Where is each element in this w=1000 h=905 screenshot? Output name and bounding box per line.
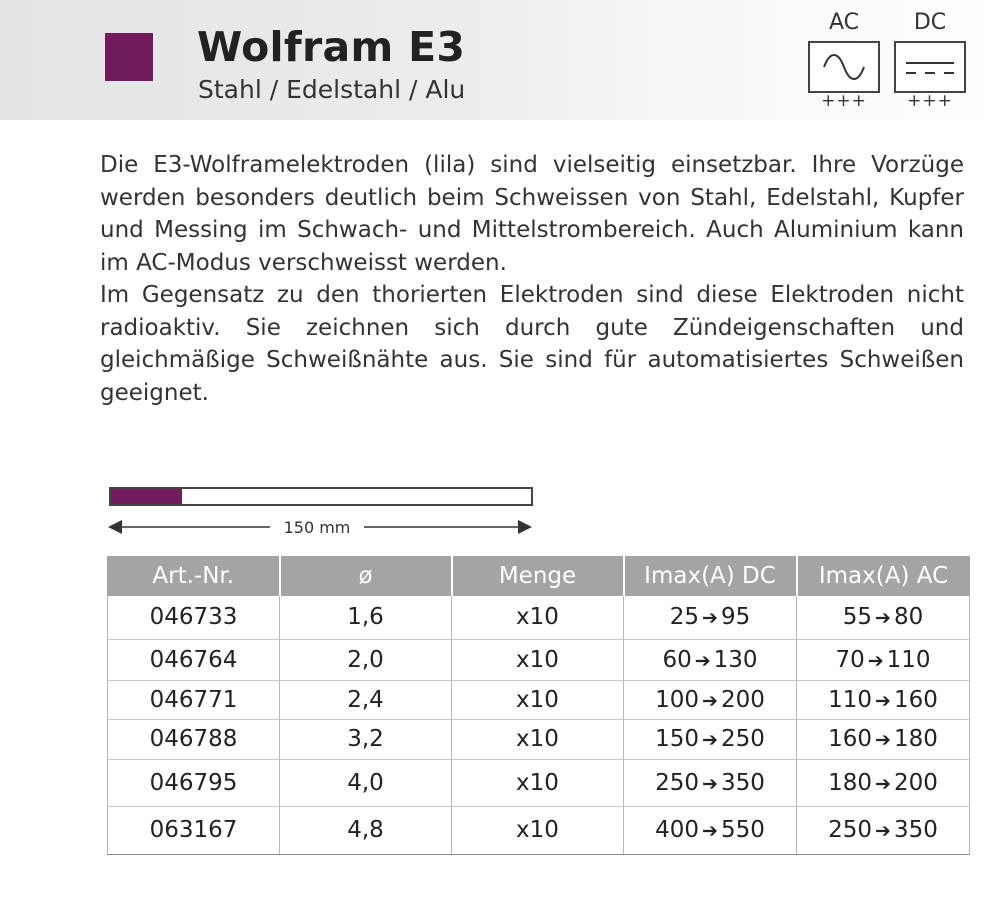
cell-art-nr: 046788 — [108, 719, 280, 759]
cell-imax-ac — [797, 680, 970, 719]
cell-art-nr: 046771 — [108, 680, 280, 719]
table-header-row — [108, 556, 970, 596]
cell-imax-dc — [624, 759, 797, 806]
arrow-right-icon: ➔ — [875, 820, 891, 842]
rod-length-label: 150 mm — [270, 516, 364, 540]
table-row — [108, 596, 970, 639]
dc-from: 150 — [655, 726, 700, 752]
arrow-right-icon: ➔ — [875, 772, 891, 795]
ac-rating: +++ — [821, 91, 867, 111]
table-row — [108, 759, 970, 806]
cell-menge: x10 — [452, 806, 624, 854]
arrow-right-icon: ➔ — [702, 689, 718, 712]
dc-to: 350 — [720, 769, 765, 796]
arrow-right-icon: ➔ — [875, 689, 891, 712]
ac-from: 160 — [828, 726, 873, 752]
column-header-art-nr: Art.-Nr. — [108, 556, 280, 596]
cell-menge: x10 — [452, 759, 624, 806]
ac-from: 110 — [828, 686, 873, 713]
electrode-color-swatch — [105, 33, 153, 81]
dc-from: 250 — [655, 769, 700, 796]
cell-imax-ac — [797, 806, 970, 854]
dc-from: 100 — [655, 686, 700, 713]
direct-current-icon — [894, 41, 966, 93]
dc-to: 130 — [713, 646, 758, 673]
cell-imax-ac — [797, 596, 970, 639]
arrow-right-icon: ➔ — [702, 729, 718, 751]
dc-from: 60 — [662, 646, 692, 673]
ac-current-indicator — [808, 10, 880, 111]
page-subtitle: Stahl / Edelstahl / Alu — [198, 75, 466, 104]
specification-table — [107, 556, 970, 855]
arrow-right-icon: ➔ — [702, 607, 718, 630]
ac-from: 250 — [828, 817, 873, 843]
dc-from: 25 — [669, 604, 700, 631]
cell-diameter: 4,8 — [280, 806, 452, 854]
cell-menge: x10 — [452, 639, 624, 680]
cell-art-nr: 063167 — [108, 806, 280, 854]
dc-current-indicator — [894, 10, 966, 111]
cell-imax-ac — [797, 759, 970, 806]
dc-to: 200 — [720, 686, 765, 713]
ac-to: 350 — [893, 817, 938, 843]
table-row — [108, 806, 970, 854]
cell-imax-dc — [624, 719, 797, 759]
arrow-right-icon: ➔ — [702, 820, 718, 842]
cell-diameter: 2,4 — [280, 680, 452, 719]
ac-label: AC — [828, 10, 860, 35]
ac-from: 70 — [835, 646, 865, 673]
page-title: Wolfram E3 — [197, 23, 466, 71]
arrow-right-icon: ➔ — [867, 649, 884, 672]
cell-diameter: 3,2 — [280, 719, 452, 759]
cell-art-nr: 046733 — [108, 596, 280, 639]
cell-art-nr: 046795 — [108, 759, 280, 806]
electrode-rod-graphic — [109, 487, 533, 506]
cell-art-nr: 046764 — [108, 639, 280, 680]
ac-to: 160 — [893, 686, 938, 713]
arrow-right-icon: ➔ — [702, 772, 718, 795]
electrode-color-tip — [111, 489, 182, 504]
cell-menge: x10 — [452, 680, 624, 719]
cell-imax-dc — [624, 596, 797, 639]
column-header-imax-dc: Imax(A) DC — [624, 556, 797, 596]
description-paragraph-2: Im Gegensatz zu den thorierten Elektroden sind diese Elektroden nicht radioaktiv. Sie zeichnen sich durch gute Zündeigenschaften und gleichmäßige Schweißnähte aus. Sie sind für automatisiertes Schweißen geeignet. — [100, 282, 964, 406]
cell-diameter: 1,6 — [280, 596, 452, 639]
cell-imax-dc — [624, 806, 797, 854]
arrow-right-icon: ➔ — [694, 649, 711, 672]
cell-menge: x10 — [452, 719, 624, 759]
column-header-diameter: ø — [280, 556, 452, 596]
ac-from: 180 — [828, 769, 873, 796]
column-header-menge: Menge — [452, 556, 624, 596]
ac-to: 80 — [893, 604, 924, 631]
cell-menge: x10 — [452, 596, 624, 639]
arrow-right-icon: ➔ — [875, 729, 891, 751]
dc-to: 95 — [720, 604, 751, 631]
cell-imax-dc — [624, 680, 797, 719]
ac-to: 180 — [893, 726, 938, 752]
description-paragraph-1: Die E3-Wolframelektroden (lila) sind vielseitig einsetzbar. Ihre Vorzüge werden besonders deutlich beim Schweissen von Stahl, Edelstahl, Kupfer und Messing im Schwach- und Mittelstrombereich. Auch Aluminium kann im AC-Modus verschweisst werden. — [100, 152, 964, 276]
dc-from: 400 — [655, 817, 700, 843]
dc-label: DC — [913, 10, 947, 35]
dc-rating: +++ — [907, 91, 953, 111]
table-row — [108, 639, 970, 680]
cell-imax-ac — [797, 719, 970, 759]
cell-imax-ac — [797, 639, 970, 680]
ac-to: 200 — [893, 769, 938, 796]
table-row — [108, 680, 970, 719]
arrow-right-icon: ➔ — [875, 607, 891, 630]
cell-imax-dc — [624, 639, 797, 680]
dc-to: 550 — [720, 817, 765, 843]
dc-to: 250 — [720, 726, 765, 752]
sine-wave-icon — [808, 41, 880, 93]
cell-diameter: 4,0 — [280, 759, 452, 806]
product-description — [100, 149, 964, 409]
table-row — [108, 719, 970, 759]
column-header-imax-ac: Imax(A) AC — [797, 556, 970, 596]
ac-from: 55 — [842, 604, 873, 631]
ac-to: 110 — [886, 646, 931, 673]
cell-diameter: 2,0 — [280, 639, 452, 680]
